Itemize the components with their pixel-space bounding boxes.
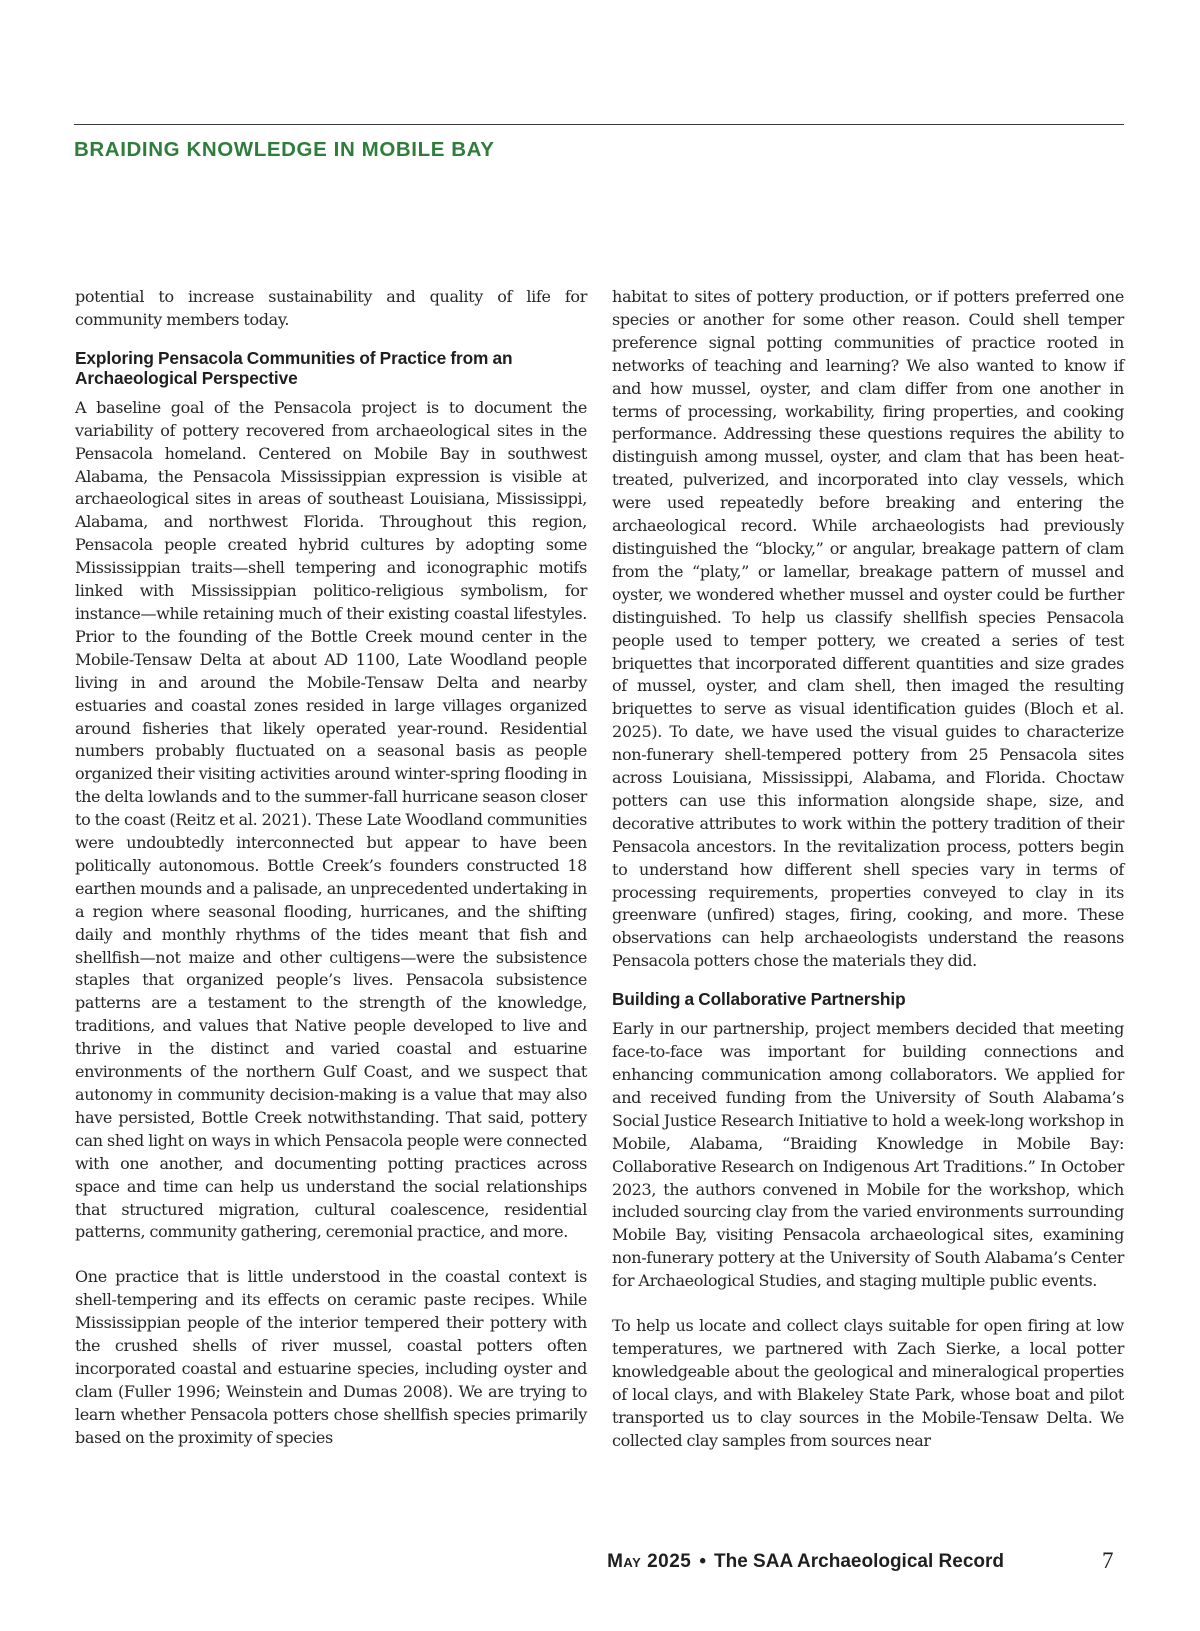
body-paragraph: potential to increase sustainability and quality of life for community members today. [75,287,587,329]
body-paragraph: A baseline goal of the Pensacola project is to document the variability of pottery recovered from archaeological sites in the Pensacola homeland. Centered on Mobile Bay in southwest Alabama, the Pensacola Mississippian expression is visible at archaeological sites in areas of southeast Louisiana, Mississippi, Alabama, and northwest Florida. Throughout this region, Pensacola people created hybrid cultures by adopting some Mississippian traits—shell tempering and iconographic motifs linked with Mississippian politico-religious symbolism, for instance—while retaining much of their existing coastal lifestyles. Prior to the founding of the Bottle Creek mound center in the Mobile-Tensaw Delta at about AD 1100, Late Woodland people living in and around the Mobile-Tensaw Delta and nearby estuaries and coastal zones resided in large villages organized around fisheries that likely operated year-round. Residential numbers probably fluctuated on a seasonal basis as people organized their visiting activities around winter-spring flooding in the delta lowlands and to the summer-fall hurricane season closer to the coast (Reitz et al. 2021). These Late Woodland communities were undoubtedly interconnected but appear to have been politically autonomous. Bottle Creek’s founders constructed 18 earthen mounds and a palisade, an unprecedented undertaking in a region where seasonal flooding, hurricanes, and the shifting daily and monthly rhythms of the tides meant that fish and shellfish—not maize and other cultigens—were the subsistence staples that organized people’s lives. Pensacola subsistence patterns are a testament to the strength of the knowledge, traditions, and values that Native people developed to live and thrive in the distinct and varied coastal and estuarine environments of the northern Gulf Coast, and we suspect that autonomy in community decision-making is a value that may also have persisted, Bottle Creek notwithstanding. That said, pottery can shed light on ways in which Pensacola people were connected with one another, and documenting potting practices across space and time can help us understand the social relationships that structured migration, cultural coalescence, residential patterns, community gathering, ceremonial practice, and more. [75,397,587,1242]
footer-bullet: • [699,1551,706,1572]
header-rule [74,124,1124,125]
footer-journal-title: The SAA Archaeological Record [714,1551,1004,1572]
running-head-title: BRAIDING KNOWLEDGE IN MOBILE BAY [74,138,495,161]
page-number: 7 [1102,1548,1114,1573]
section-heading-collaborative-partnership: Building a Collaborative Partnership [612,989,906,1010]
left-column [75,286,587,1450]
body-paragraph: Early in our partnership, project members decided that meeting face-to-face was important for building connections and enhancing communication among collaborators. We applied for and received funding from the University of South Alabama’s Social Justice Research Initiative to hold a week-long workshop in Mobile, Alabama, “Braiding Knowledge in Mobile Bay: Collaborative Research on Indigenous Art Traditions.” In October 2023, the authors convened in Mobile for the workshop, which included sourcing clay from the varied environments surrounding Mobile Bay, visiting Pensacola archaeological sites, examining non-funerary pottery at the University of South Alabama’s Center for Archaeological Studies, and staging multiple public events. [612,1019,1124,1291]
footer-journal-line [607,1551,1004,1573]
footer-issue-month: May 2025 [607,1551,692,1572]
section-heading-exploring-pensacola: Exploring Pensacola Communities of Practice from an Archaeological Perspective [75,347,513,388]
body-paragraph: To help us locate and collect clays suitable for open firing at low temperatures, we partnered with Zach Sierke, a local potter knowledgeable about the geological and mineralogical properties of local clays, and with Blakeley State Park, whose boat and pilot transported us to clay sources in the Mobile-Tensaw Delta. We collected clay samples from sources near [612,1316,1124,1450]
body-paragraph: One practice that is little understood in the coastal context is shell-tempering and its effects on ceramic paste recipes. While Mississippian people of the interior tempered their pottery with the crushed shells of river mussel, coastal potters often incorporated coastal and estuarine species, including oyster and clam (Fuller 1996; Weinstein and Dumas 2008). We are trying to learn whether Pensacola potters chose shellfish species primarily based on the proximity of species [75,1267,587,1447]
body-paragraph: habitat to sites of pottery production, or if potters preferred one species or another for some other reason. Could shell temper preference signal potting communities of practice rooted in networks of teaching and learning? We also wanted to know if and how mussel, oyster, and clam differ from one another in terms of processing, workability, firing properties, and cooking performance. Addressing these questions requires the ability to distinguish among mussel, oyster, and clam that has been heat-treated, pulverized, and incorporated into clay vessels, which were used repeatedly before breaking and entering the archaeological record. While archaeologists had previously distinguished the “blocky,” or angular, breakage pattern of clam from the “platy,” or lamellar, breakage pattern of mussel and oyster, we wondered whether mussel and oyster could be further distinguished. To help us classify shellfish species Pensacola people used to temper pottery, we created a series of test briquettes that incorporated different quantities and size grades of mussel, oyster, and clam shell, then imaged the resulting briquettes to serve as visual identification guides (Bloch et al. 2025). To date, we have used the visual guides to characterize non-funerary shell-tempered pottery from 25 Pensacola sites across Louisiana, Mississippi, Alabama, and Florida. Choctaw potters can use this information alongside shape, size, and decorative attributes to work within the pottery tradition of their Pensacola ancestors. In the revitalization process, potters begin to understand how different shell species vary in terms of processing requirements, properties conveyed to clay in its greenware (unfired) stages, firing, cooking, and more. These observations can help archaeologists understand the reasons Pensacola potters chose the materials they did. [612,287,1124,971]
right-column [612,286,1124,1453]
